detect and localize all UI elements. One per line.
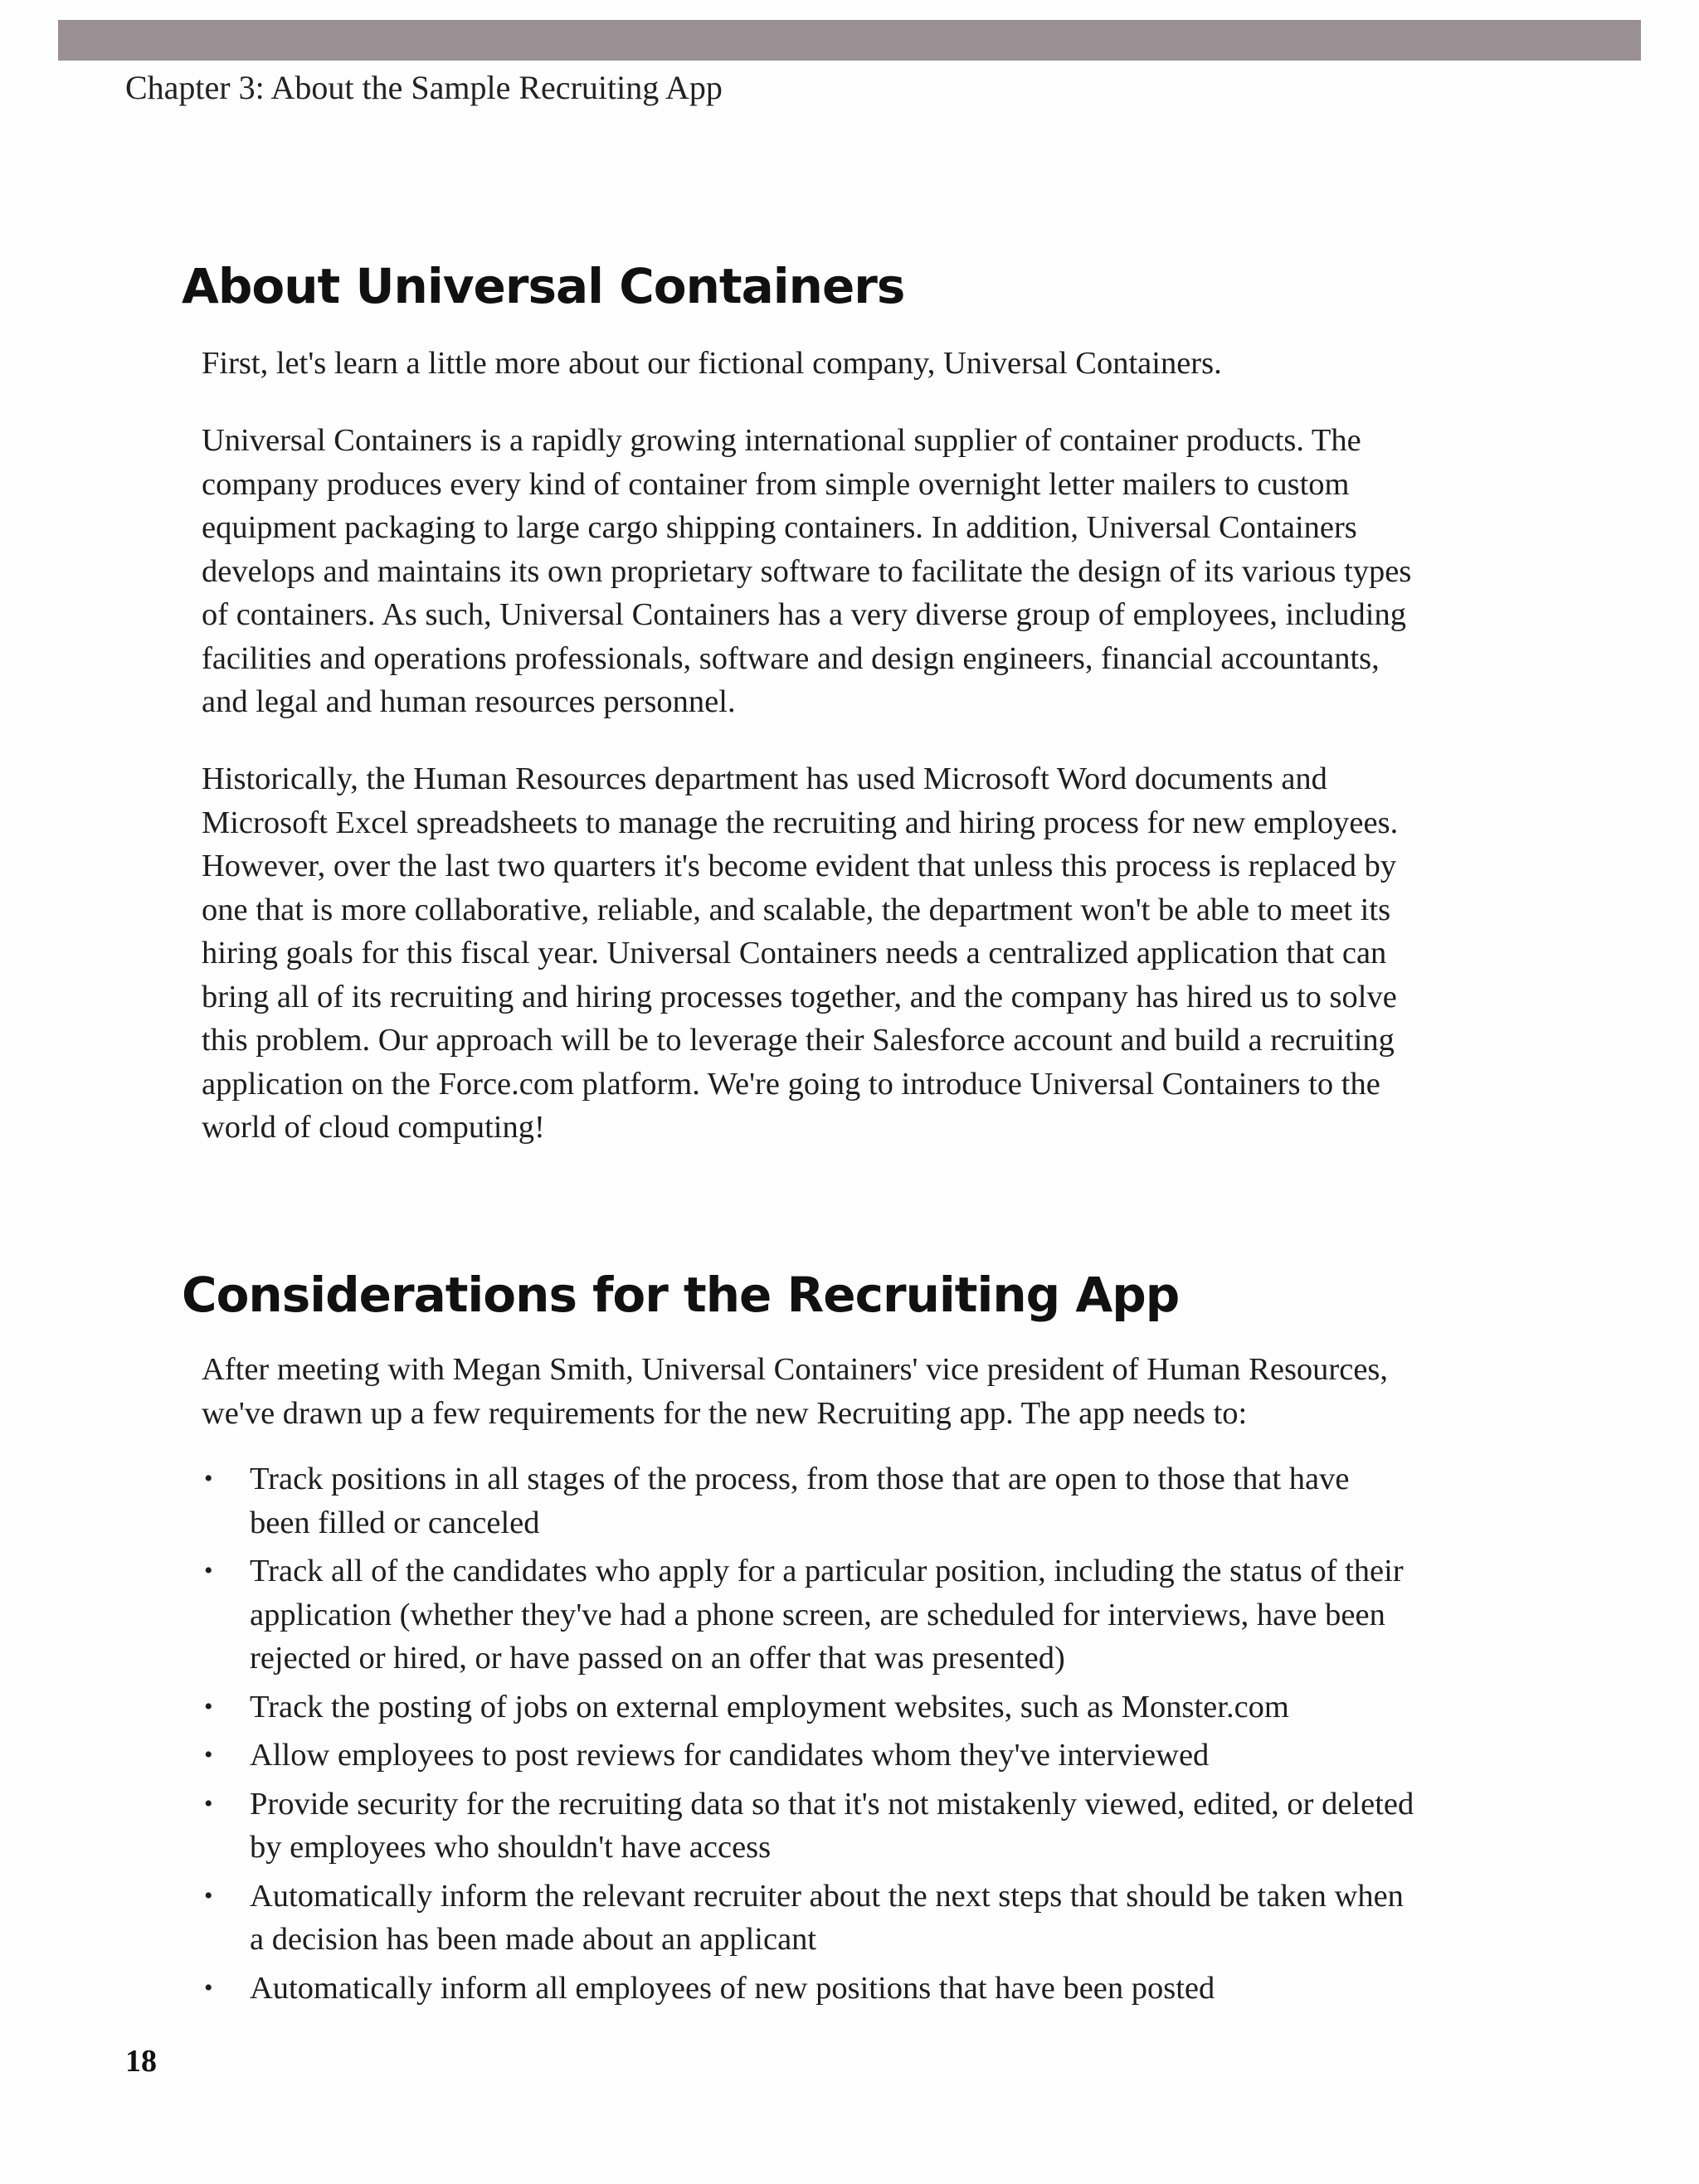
paragraph-line: equipment packaging to large cargo shipping containers. In addition, Universal Containers [202, 510, 1357, 545]
paragraph-line: After meeting with Megan Smith, Universal Containers' vice president of Human Resources, [202, 1352, 1389, 1387]
paragraph-line: application on the Force.com platform. We're going to introduce Universal Containers to the [202, 1066, 1380, 1102]
list-item-line: rejected or hired, or have passed on an offer that was presented) [250, 1641, 1065, 1676]
bullet-icon: • [204, 1741, 213, 1768]
paragraph-line: However, over the last two quarters it's become evident that unless this process is replaced by [202, 849, 1397, 883]
list-item [202, 1967, 1496, 2011]
bullet-icon: • [204, 1692, 213, 1720]
list-item [202, 1783, 1496, 1870]
paragraph-line: Microsoft Excel spreadsheets to manage the recruiting and hiring process for new employees. [202, 805, 1399, 840]
bullet-icon: • [204, 1973, 213, 2002]
paragraph-line: and legal and human resources personnel. [202, 684, 736, 719]
paragraph-line: we've drawn up a few requirements for the new Recruiting app. The app needs to: [202, 1395, 1248, 1431]
list-item-line: a decision has been made about an applicant [250, 1922, 817, 1957]
bullet-icon: • [204, 1881, 213, 1909]
paragraph-line: company produces every kind of container from simple overnight letter mailers to custom [202, 466, 1350, 502]
paragraph-line: Historically, the Human Resources department has used Microsoft Word documents and [202, 761, 1327, 796]
paragraph-requirements-intro [202, 1348, 1463, 1435]
list-item [202, 1875, 1496, 1962]
bullet-icon: • [204, 1557, 213, 1584]
requirements-list [202, 1457, 1496, 2015]
list-item-line: application (whether they've had a phone screen, are scheduled for interviews, have been [250, 1597, 1385, 1632]
list-item-line: Track the posting of jobs on external employment websites, such as Monster.com [250, 1689, 1289, 1724]
paragraph-line: bring all of its recruiting and hiring processes together, and the company has hired us to solve [202, 979, 1397, 1014]
bullet-icon: • [204, 1465, 213, 1492]
paragraph-line: of containers. As such, Universal Containers has a very diverse group of employees, including [202, 597, 1406, 632]
running-head: Chapter 3: About the Sample Recruiting App [125, 69, 723, 106]
list-item-line: Automatically inform the relevant recruiter about the next steps that should be taken when [250, 1878, 1404, 1914]
paragraph-intro [202, 342, 1463, 386]
paragraph-line: world of cloud computing! [202, 1110, 545, 1145]
list-item-line: Track all of the candidates who apply for a particular position, including the status of their [250, 1554, 1404, 1588]
paragraph-history [202, 757, 1463, 1150]
list-item-line: by employees who shouldn't have access [250, 1830, 772, 1865]
paragraph-line: facilities and operations professionals, software and design engineers, financial accountants, [202, 640, 1380, 676]
paragraph-line: one that is more collaborative, reliable, and scalable, the department won't be able to meet its [202, 892, 1391, 927]
paragraph-line: this problem. Our approach will be to leverage their Salesforce account and build a recruiting [202, 1023, 1395, 1058]
paragraph-line: hiring goals for this fiscal year. Universal Containers needs a centralized application that can [202, 936, 1387, 970]
paragraph-line: develops and maintains its own proprietary software to facilitate the design of its various types [202, 553, 1412, 589]
list-item-line: Track positions in all stages of the process, from those that are open to those that have [250, 1462, 1350, 1496]
list-item-line: Automatically inform all employees of new positions that have been posted [250, 1970, 1215, 2006]
list-item [202, 1734, 1496, 1778]
paragraph-line: Universal Containers is a rapidly growing international supplier of container products. The [202, 423, 1361, 458]
section-heading-about: About Universal Containers [182, 258, 905, 314]
paragraph-line: First, let's learn a little more about our fictional company, Universal Containers. [202, 346, 1222, 381]
list-item [202, 1549, 1496, 1681]
list-item-line: been filled or canceled [250, 1505, 540, 1540]
list-item [202, 1457, 1496, 1544]
bullet-icon: • [204, 1789, 213, 1817]
header-bar [58, 20, 1641, 61]
list-item-line: Provide security for the recruiting data so that it's not mistakenly viewed, edited, or deleted [250, 1786, 1414, 1822]
list-item [202, 1685, 1496, 1729]
page-number: 18 [125, 2044, 157, 2079]
section-heading-considerations: Considerations for the Recruiting App [182, 1267, 1180, 1323]
list-item-line: Allow employees to post reviews for candidates whom they've interviewed [250, 1738, 1210, 1773]
paragraph-company [202, 419, 1463, 724]
